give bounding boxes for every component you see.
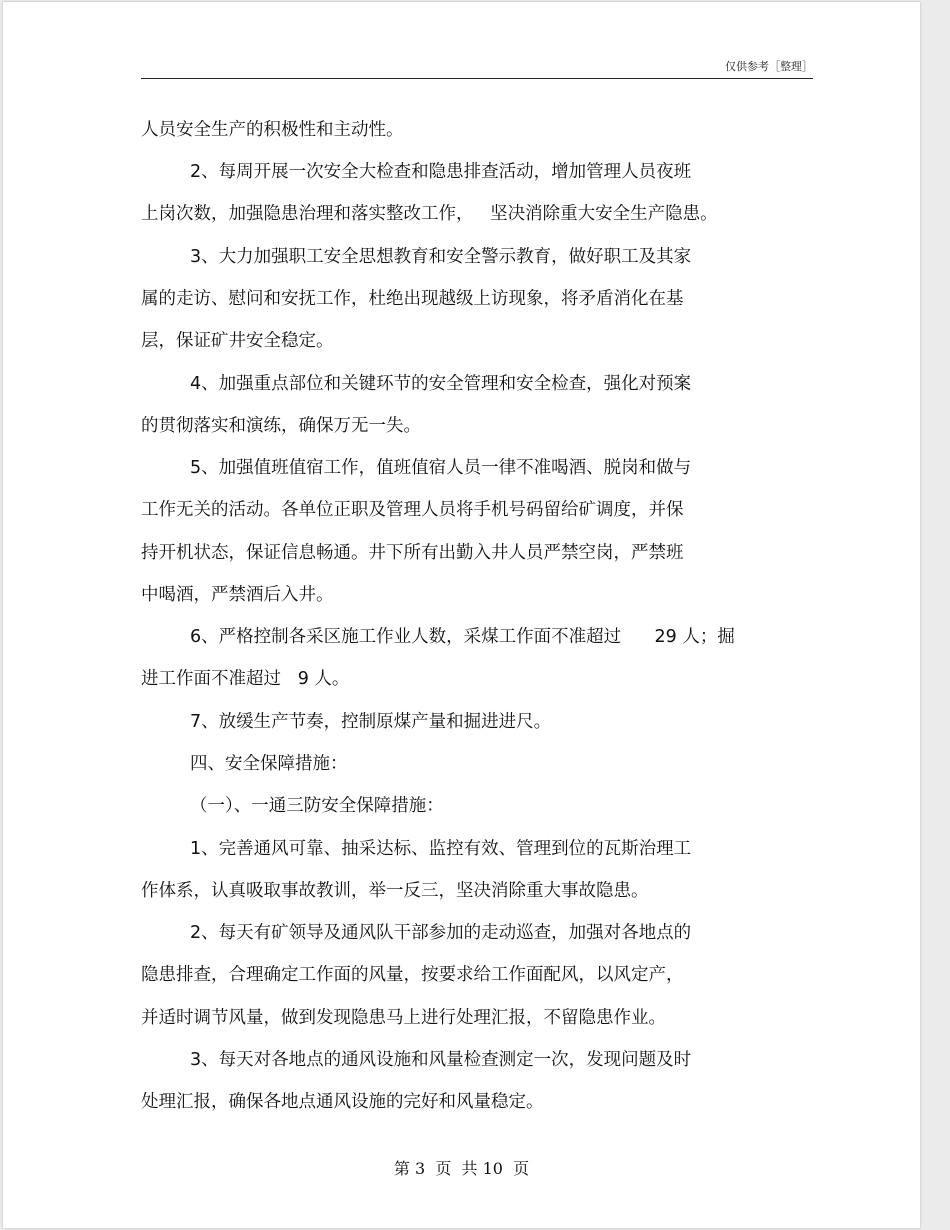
body-line: 人员安全生产的积极性和主动性。 xyxy=(141,120,404,140)
page-number-footer: 第 3 页 共 10 页 xyxy=(393,1159,530,1178)
body-line: 并适时调节风量，做到发现隐患马上进行处理汇报，不留隐患作业。 xyxy=(141,1008,666,1028)
body-line: 隐患排查，合理确定工作面的风量，按要求给工作面配风，以风定产， xyxy=(141,965,684,985)
body-line: 工作无关的活动。各单位正职及管理人员将手机号码留给矿调度，并保 xyxy=(141,500,684,520)
body-line: 属的走访、慰问和安抚工作，杜绝出现越级上访现象，将矛盾消化在基 xyxy=(141,289,684,309)
body-line: 进工作面不准超过 9 人。 xyxy=(141,669,350,689)
body-line: 7、放缓生产节奏，控制原煤产量和掘进进尺。 xyxy=(190,712,552,732)
header-label: 仅供参考［整理］ xyxy=(725,60,813,73)
body-line: 中喝酒，严禁酒后入井。 xyxy=(141,585,334,605)
subsection-heading: （一）、一通三防安全保障措施： xyxy=(190,796,444,816)
body-line: 持开机状态，保证信息畅通。井下所有出勤入井人员严禁空岗，严禁班 xyxy=(141,543,684,563)
body-line: 层，保证矿井安全稳定。 xyxy=(141,331,334,351)
body-line: 6、严格控制各采区施工作业人数，采煤工作面不准超过 29 人；掘 xyxy=(190,627,735,647)
body-line: 3、每天对各地点的通风设施和风量检查测定一次，发现问题及时 xyxy=(190,1050,692,1070)
body-line: 2、每周开展一次安全大检查和隐患排查活动，增加管理人员夜班 xyxy=(190,162,692,182)
body-line: 上岗次数，加强隐患治理和落实整改工作， 坚决消除重大安全生产隐患。 xyxy=(141,204,718,224)
section-heading: 四、安全保障措施： xyxy=(190,754,348,774)
body-line: 作体系，认真吸取事故教训，举一反三，坚决消除重大事故隐患。 xyxy=(141,881,649,901)
body-line: 3、大力加强职工安全思想教育和安全警示教育，做好职工及其家 xyxy=(190,247,692,267)
body-line: 处理汇报，确保各地点通风设施的完好和风量稳定。 xyxy=(141,1092,544,1112)
body-line: 2、每天有矿领导及通风队干部参加的走动巡查，加强对各地点的 xyxy=(190,923,692,943)
body-line: 4、加强重点部位和关键环节的安全管理和安全检查，强化对预案 xyxy=(190,374,692,394)
page-header xyxy=(141,58,813,79)
body-line: 5、加强值班值宿工作，值班值宿人员一律不准喝酒、脱岗和做与 xyxy=(190,458,692,478)
body-line: 1、完善通风可靠、抽采达标、监控有效、管理到位的瓦斯治理工 xyxy=(190,839,692,859)
document-page xyxy=(3,2,920,1228)
body-line: 的贯彻落实和演练，确保万无一失。 xyxy=(141,416,421,436)
